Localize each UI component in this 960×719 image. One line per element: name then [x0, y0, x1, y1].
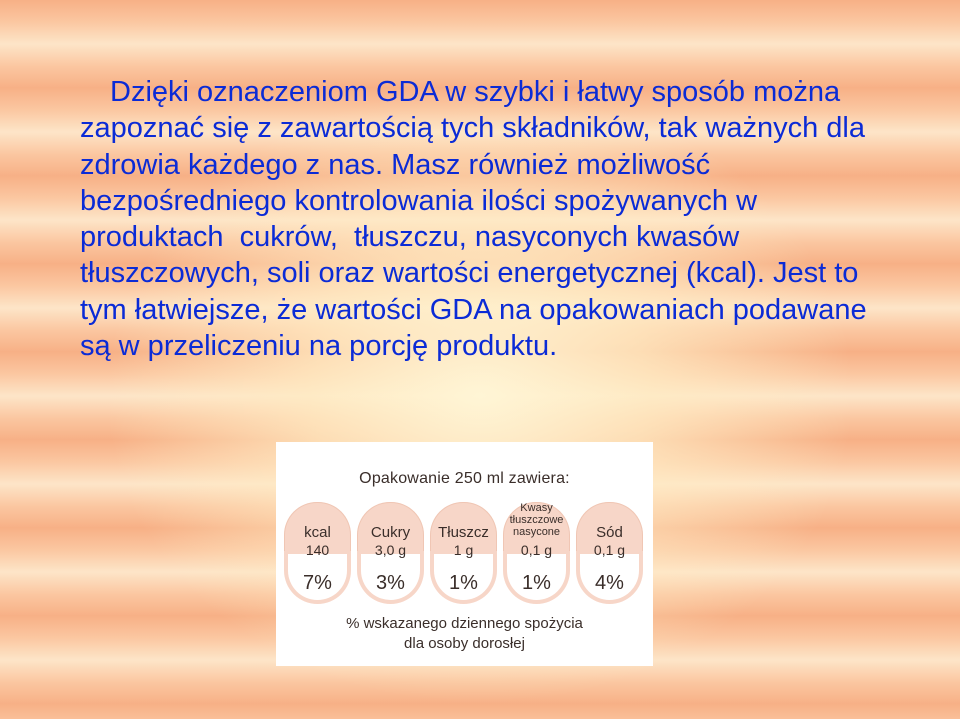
gda-label [276, 442, 653, 666]
gda-badges [284, 502, 645, 604]
gda-badge-percent: 3% [376, 572, 405, 594]
gda-footnote [276, 614, 653, 654]
gda-title: Opakowanie 250 ml zawiera: [359, 470, 570, 487]
gda-badge-name: Kwasy tłuszczowe nasycone [509, 502, 564, 538]
gda-footnote-line-2: dla osoby dorosłej [404, 635, 525, 652]
gda-badge-sugars [357, 502, 424, 604]
slide-paragraph: Dzięki oznaczeniom GDA w szybki i łatwy sposób można zapoznać się z zawartością tych składników, tak ważnych dla zdrowia każdego z nas. Masz również możliwość bezpośredniego kontrolowania ilości spożywanych w produktach cukrów, tłuszczu, nasyconych kwasów tłuszczowych, soli oraz wartości energetycznej (kcal). Jest to tym łatwiejsze, że wartości GDA na opakowaniach podawane są w przeliczeniu na porcję produktu. [80, 76, 875, 363]
gda-badge-amount: 140 [305, 542, 330, 558]
gda-badge-fat [430, 502, 497, 604]
gda-badge-name: kcal [304, 524, 331, 541]
gda-badge-amount: 3,0 g [374, 542, 407, 558]
gda-badge-name: Cukry [370, 524, 411, 541]
gda-badge-percent: 4% [595, 572, 624, 594]
gda-badge-saturated-fat [503, 502, 570, 604]
gda-badge-percent: 1% [522, 572, 551, 594]
gda-badge-amount: 1 g [453, 542, 474, 558]
gda-badge-kcal [284, 502, 351, 604]
gda-badge-name: Tłuszcz [438, 524, 489, 541]
gda-footnote-line-1: % wskazanego dziennego spożycia [346, 615, 583, 632]
gda-badge-sodium [576, 502, 643, 604]
gda-badge-percent: 1% [449, 572, 478, 594]
gda-badge-amount: 0,1 g [520, 542, 553, 558]
gda-badge-amount: 0,1 g [593, 542, 626, 558]
gda-badge-name: Sód [596, 524, 623, 541]
gda-badge-percent: 7% [303, 572, 332, 594]
